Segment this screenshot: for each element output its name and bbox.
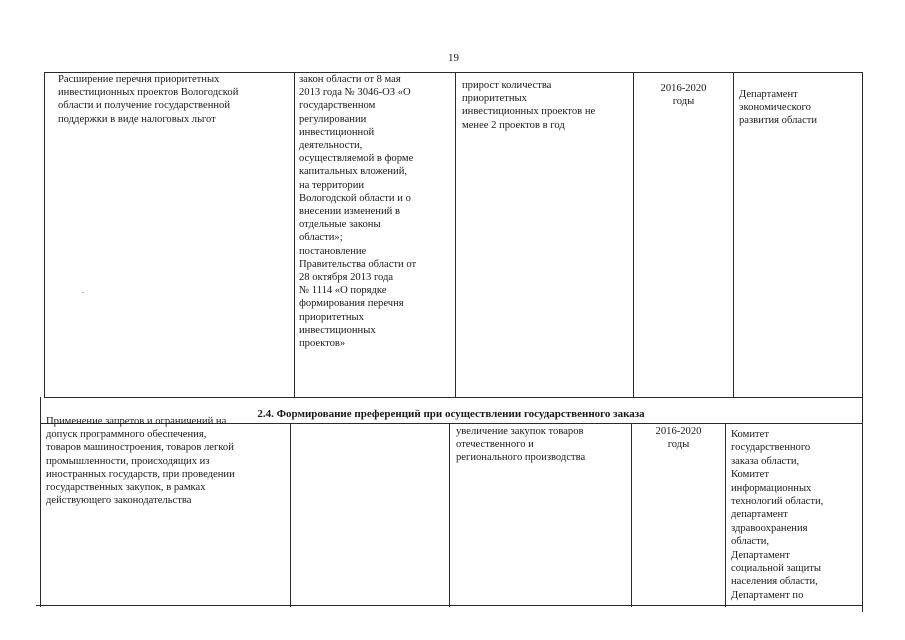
- row1-executor: Департамент экономического развития области: [739, 89, 818, 127]
- row1-legal-basis: закон области от 8 мая 2013 года № 3046-ОЗ «О государственном регулировании инвестиционной деятельности, осуществляемой в форме капитальных вложений, на территории Вологодской области и о внесении изменений в отдельные законы области»; постановление Правительства области от 28 октября 2013 года № 1114 «О порядке формирования перечня приоритетных инвестиционных проектов»: [299, 74, 417, 350]
- row2-measure: Применение запретов и ограничений на допуск программного обеспечения, товаров машиностроения, товаров легкой промышленности, происходящих из иностранных государств, при проведении государственных закупок, в рамках действующего законодательства: [46, 416, 235, 507]
- row2-period: 2016-2020 годы: [655, 426, 702, 451]
- page-number: 19: [448, 52, 459, 64]
- scan-speck: [82, 292, 84, 293]
- row1-measure: Расширение перечня приоритетных инвестиционных проектов Вологодской области и получение государственной поддержки в виде налоговых льгот: [58, 74, 239, 125]
- row2-result: увеличение закупок товаров отечественного и регионального производства: [456, 426, 586, 464]
- row2-executor: Комитет государственного заказа области, Комитет информационных технологий области, департамент здравоохранения области, Департамент социальной защиты населения области, Департамент по: [731, 429, 824, 601]
- row1-period: 2016-2020 годы: [660, 83, 707, 108]
- row1-result: прирост количества приоритетных инвестиционных проектов не менее 2 проектов в год: [462, 80, 596, 131]
- section-title: 2.4. Формирование преференций при осуществлении государственного заказа: [257, 408, 645, 420]
